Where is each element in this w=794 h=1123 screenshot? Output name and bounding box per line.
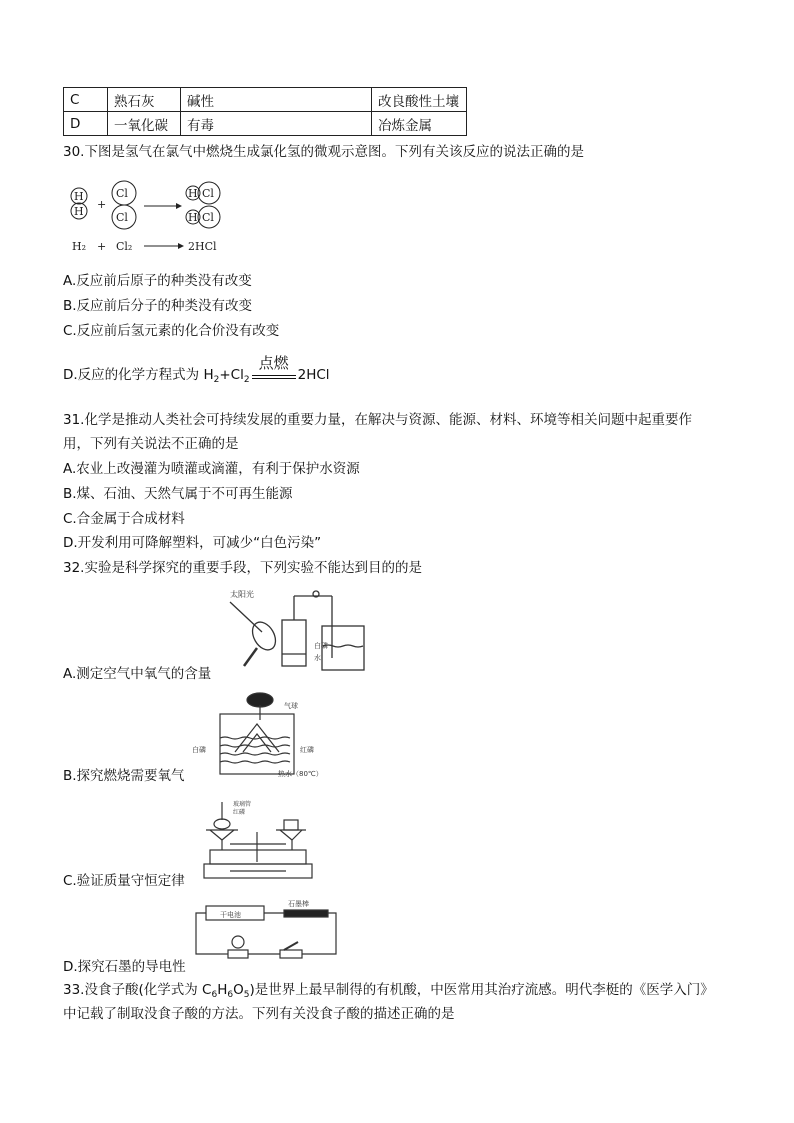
h2-label: H₂: [72, 240, 87, 253]
table-row: [64, 112, 467, 136]
equation-prefix: D.反应的化学方程式为 H: [63, 367, 214, 383]
q30-option-c: C.反应前后氢元素的化合价没有改变: [63, 323, 280, 339]
subscript: 6: [211, 990, 218, 1000]
hot-water-label: 热水（80℃）: [278, 770, 323, 778]
q32-option-b: B.探究燃烧需要氧气: [63, 768, 185, 784]
row-property: 有毒: [181, 112, 372, 136]
q33-h: H: [217, 982, 228, 998]
subscript: 2: [213, 375, 220, 385]
balloon-label: 气球: [284, 702, 298, 710]
row-substance: 熟石灰: [108, 88, 181, 112]
reaction-condition: [252, 354, 296, 379]
q30-option-a: A.反应前后原子的种类没有改变: [63, 273, 252, 289]
q32-stem: 32.实验是科学探究的重要手段，下列实验不能达到目的的是: [63, 560, 422, 576]
condition-text: 点燃: [258, 354, 289, 372]
subscript: 2: [243, 375, 250, 385]
q33-text-b: )是世界上最早制得的有机酸，中医常用其治疗流感。明代李梃的《医学入门》: [249, 982, 714, 998]
q32-option-a: A.测定空气中氧气的含量: [63, 666, 212, 682]
cl-atom-label: Cl: [116, 211, 128, 224]
equation-plus: +Cl: [219, 367, 244, 383]
q31-option-c: C.合金属于合成材料: [63, 511, 185, 527]
glass-tube-label: 玻璃管: [233, 801, 252, 808]
red-phosphorus-label: 红磷: [300, 746, 314, 754]
row-property: 碱性: [181, 88, 372, 112]
plus-sign: +: [97, 240, 107, 253]
row-letter: D: [64, 112, 108, 136]
h-atom-label: H: [188, 211, 198, 224]
sunlight-label: 太阳光: [230, 590, 254, 599]
row-use: 冶炼金属: [372, 112, 467, 136]
battery-label: 干电池: [220, 911, 241, 919]
cl2-label: Cl₂: [116, 240, 133, 253]
subscript: 6: [227, 990, 234, 1000]
q31-option-a: A.农业上改漫灌为喷灌或滴灌，有利于保护水资源: [63, 461, 360, 477]
q33-stem-line2: 中记载了制取没食子酸的方法。下列有关没食子酸的描述正确的是: [63, 1006, 455, 1022]
graphite-label: 石墨棒: [288, 900, 309, 908]
h-atom-label: H: [74, 190, 84, 203]
water-label: 水: [314, 654, 321, 662]
q33-text-a: 33.没食子酸(化学式为 C: [63, 982, 212, 998]
h-atom-label: H: [188, 187, 198, 200]
q32-option-c: C.验证质量守恒定律: [63, 873, 185, 889]
subscript: 5: [243, 990, 250, 1000]
row-substance: 一氧化碳: [108, 112, 181, 136]
combustion-oxygen-apparatus: [190, 690, 330, 782]
row-letter: C: [64, 88, 108, 112]
cl-atom-label: Cl: [116, 187, 128, 200]
q33-stem-line1: [63, 981, 714, 1004]
equation-product: 2HCl: [297, 367, 330, 383]
table-row: [64, 88, 467, 112]
row-use: 改良酸性土壤: [372, 88, 467, 112]
q31-stem-line2: 用，下列有关说法不正确的是: [63, 436, 239, 452]
q30-molecule-diagram: [64, 176, 234, 262]
white-phosphorus-label: 白磷: [314, 642, 328, 650]
red-phosphorus-label: 红磷: [233, 809, 246, 816]
q30-stem: 30.下图是氢气在氯气中燃烧生成氯化氢的微观示意图。下列有关该反应的说法正确的是: [63, 144, 584, 160]
q31-option-b: B.煤、石油、天然气属于不可再生能源: [63, 486, 293, 502]
q32-option-d: D.探究石墨的导电性: [63, 959, 186, 975]
q33-o: O: [233, 982, 244, 998]
cl-atom-label: Cl: [202, 187, 214, 200]
h-atom-label: H: [74, 205, 84, 218]
oxygen-measure-apparatus: [222, 586, 370, 678]
q30-option-b: B.反应前后分子的种类没有改变: [63, 298, 253, 314]
q31-option-d: D.开发利用可降解塑料，可减少“白色污染”: [63, 535, 322, 551]
q31-stem-line1: 31.化学是推动人类社会可持续发展的重要力量，在解决与资源、能源、材料、环境等相关问题中起重要作: [63, 412, 692, 428]
plus-sign: +: [97, 198, 107, 211]
white-phosphorus-label: 白磷: [192, 746, 206, 754]
hcl-label: 2HCl: [188, 240, 217, 253]
graphite-conductivity-circuit: [192, 896, 340, 968]
options-table: [63, 87, 467, 136]
cl-atom-label: Cl: [202, 211, 214, 224]
mass-conservation-balance: [200, 792, 320, 884]
q30-option-d: [63, 354, 330, 389]
